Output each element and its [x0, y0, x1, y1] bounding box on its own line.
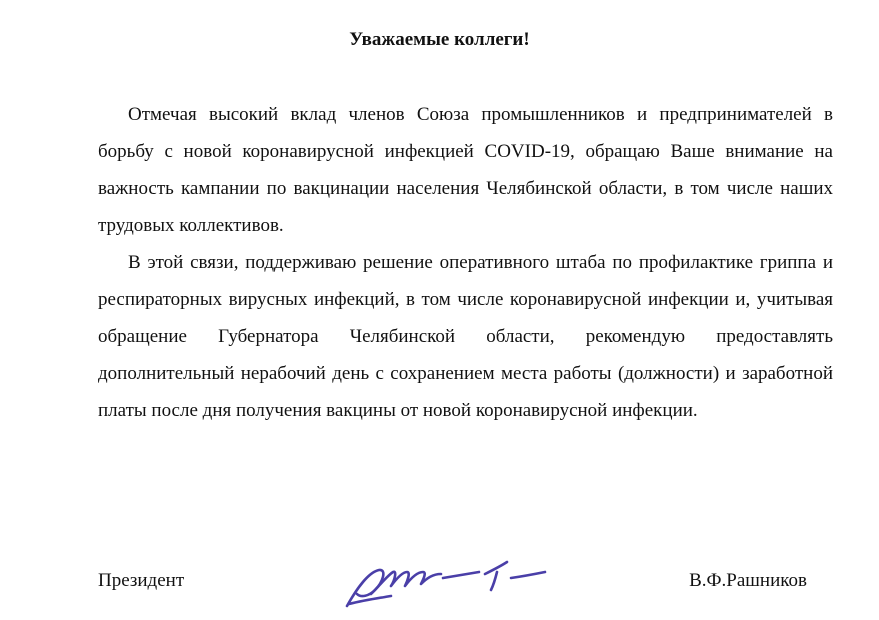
paragraph-extra-day-off: В этой связи, поддерживаю решение оперативного штаба по профилактике гриппа и респираторных вирусных инфекций, в том числе коронавирусной инфекции и, учитывая обращение Губернатора Челябинской области, рекомендую предоставлять дополнительный нерабочий день с сохранением места работы (должности) и заработной платы после дня получения вакцины от новой коронавирусной инфекции.	[98, 252, 833, 421]
letter-body	[98, 96, 833, 429]
signer-name: В.Ф.Рашников	[689, 570, 807, 591]
salutation: Уважаемые коллеги!	[349, 29, 530, 50]
paragraph-vaccination-campaign: Отмечая высокий вклад членов Союза промышленников и предпринимателей в борьбу с новой коронавирусной инфекцией COVID-19, обращаю Ваше внимание на важность кампании по вакцинации населения Челябинской области, в том числе наших трудовых коллективов.	[98, 104, 833, 236]
signer-position: Президент	[98, 570, 185, 591]
handwritten-signature	[335, 548, 555, 612]
